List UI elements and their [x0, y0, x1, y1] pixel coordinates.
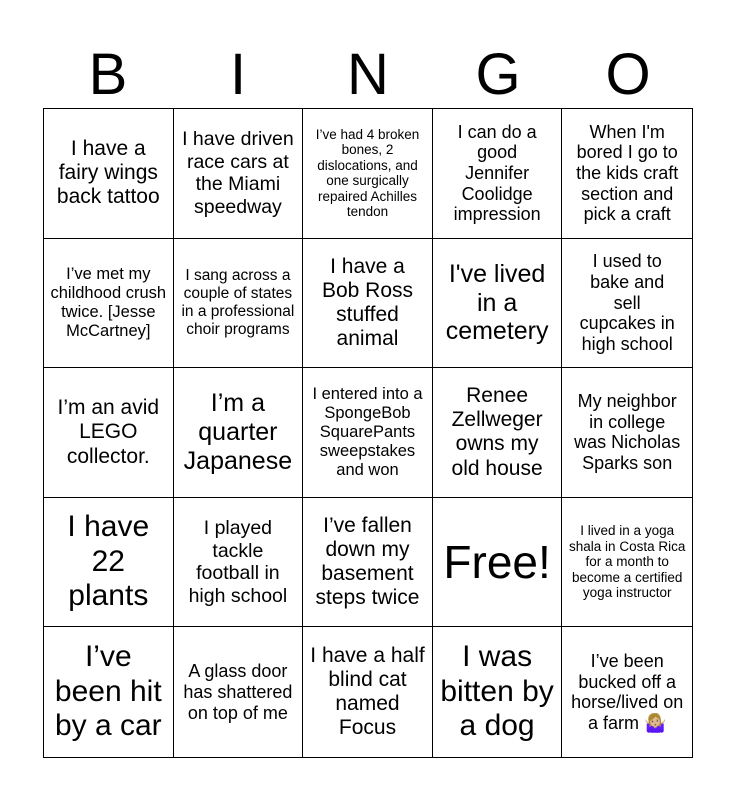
header-letter-b: B	[88, 42, 128, 107]
cell-text: Renee Zellweger owns my old house	[451, 384, 543, 480]
bingo-cell[interactable]	[433, 627, 563, 757]
cell-text: My neighbor in college was Nicholas Sparks son	[574, 391, 681, 474]
bingo-cell[interactable]	[433, 368, 563, 498]
cell-text: I have driven race cars at the Miami speedway	[182, 128, 294, 218]
cell-text: I entered into a SpongeBob SquarePants sweepstakes and won	[312, 385, 423, 479]
cell-text: I’ve met my childhood crush twice. [Jesse McCartney]	[50, 264, 167, 340]
cell-text: I’ve had 4 broken bones, 2 dislocations, and one surgically repaired Achilles tendon	[315, 126, 420, 220]
bingo-cell[interactable]	[303, 368, 433, 498]
cell-text: I can do a good Jennifer Coolidge impression	[453, 121, 541, 225]
header-letter-n: N	[347, 42, 389, 107]
bingo-cell[interactable]	[303, 627, 433, 757]
bingo-cell[interactable]	[303, 239, 433, 369]
cell-text: I have 22 plants	[67, 510, 150, 613]
cell-text: I have a Bob Ross stuffed animal	[321, 254, 414, 351]
bingo-cell[interactable]	[562, 627, 692, 757]
bingo-cell[interactable]	[562, 498, 692, 628]
cell-text: I’ve been bucked off a horse/lived on a farm 🤷🏼‍♀️	[571, 650, 684, 733]
cell-text: A glass door has shattered on top of me	[183, 661, 293, 723]
bingo-cell[interactable]	[174, 368, 304, 498]
bingo-cell[interactable]	[433, 109, 563, 239]
bingo-cell[interactable]	[303, 498, 433, 628]
cell-text: I have a fairy wings back tattoo	[56, 137, 160, 209]
cell-text: I’m a quarter Japanese	[183, 389, 293, 475]
bingo-cell[interactable]	[562, 239, 692, 369]
bingo-cell[interactable]	[303, 109, 433, 239]
cell-text: I’ve been hit by a car	[54, 640, 162, 743]
bingo-cell[interactable]	[44, 109, 174, 239]
bingo-cell[interactable]	[562, 368, 692, 498]
cell-text: I’ve fallen down my basement steps twice	[315, 513, 420, 610]
bingo-cell[interactable]	[562, 109, 692, 239]
header-letter-g: G	[475, 42, 521, 107]
cell-text: I played tackle football in high school	[188, 517, 288, 607]
bingo-cell[interactable]	[44, 239, 174, 369]
header-letter-o: O	[605, 42, 651, 107]
free-space[interactable]	[433, 498, 563, 628]
bingo-cell[interactable]	[174, 239, 304, 369]
header-letter-i: I	[229, 42, 247, 107]
cell-text: I have a half blind cat named Focus	[310, 643, 425, 740]
cell-text: When I'm bored I go to the kids craft section and pick a craft	[576, 121, 679, 225]
cell-text: I used to bake and sell cupcakes in high school	[579, 251, 675, 354]
bingo-cell[interactable]	[44, 627, 174, 757]
cell-text: I was bitten by a dog	[440, 640, 554, 743]
bingo-cell[interactable]	[174, 627, 304, 757]
cell-text: I lived in a yoga shala in Costa Rica for a month to become a certified yoga instructor	[569, 523, 686, 601]
bingo-cell[interactable]	[44, 368, 174, 498]
free-space-text: Free!	[443, 535, 551, 588]
cell-text: I've lived in a cemetery	[445, 259, 549, 346]
cell-text: I’m an avid LEGO collector.	[57, 396, 160, 468]
bingo-board	[43, 108, 693, 758]
bingo-header	[43, 44, 693, 106]
bingo-cell[interactable]	[433, 239, 563, 369]
bingo-cell[interactable]	[174, 109, 304, 239]
cell-text: I sang across a couple of states in a professional choir programs	[181, 267, 295, 338]
bingo-cell[interactable]	[44, 498, 174, 628]
bingo-cell[interactable]	[174, 498, 304, 628]
